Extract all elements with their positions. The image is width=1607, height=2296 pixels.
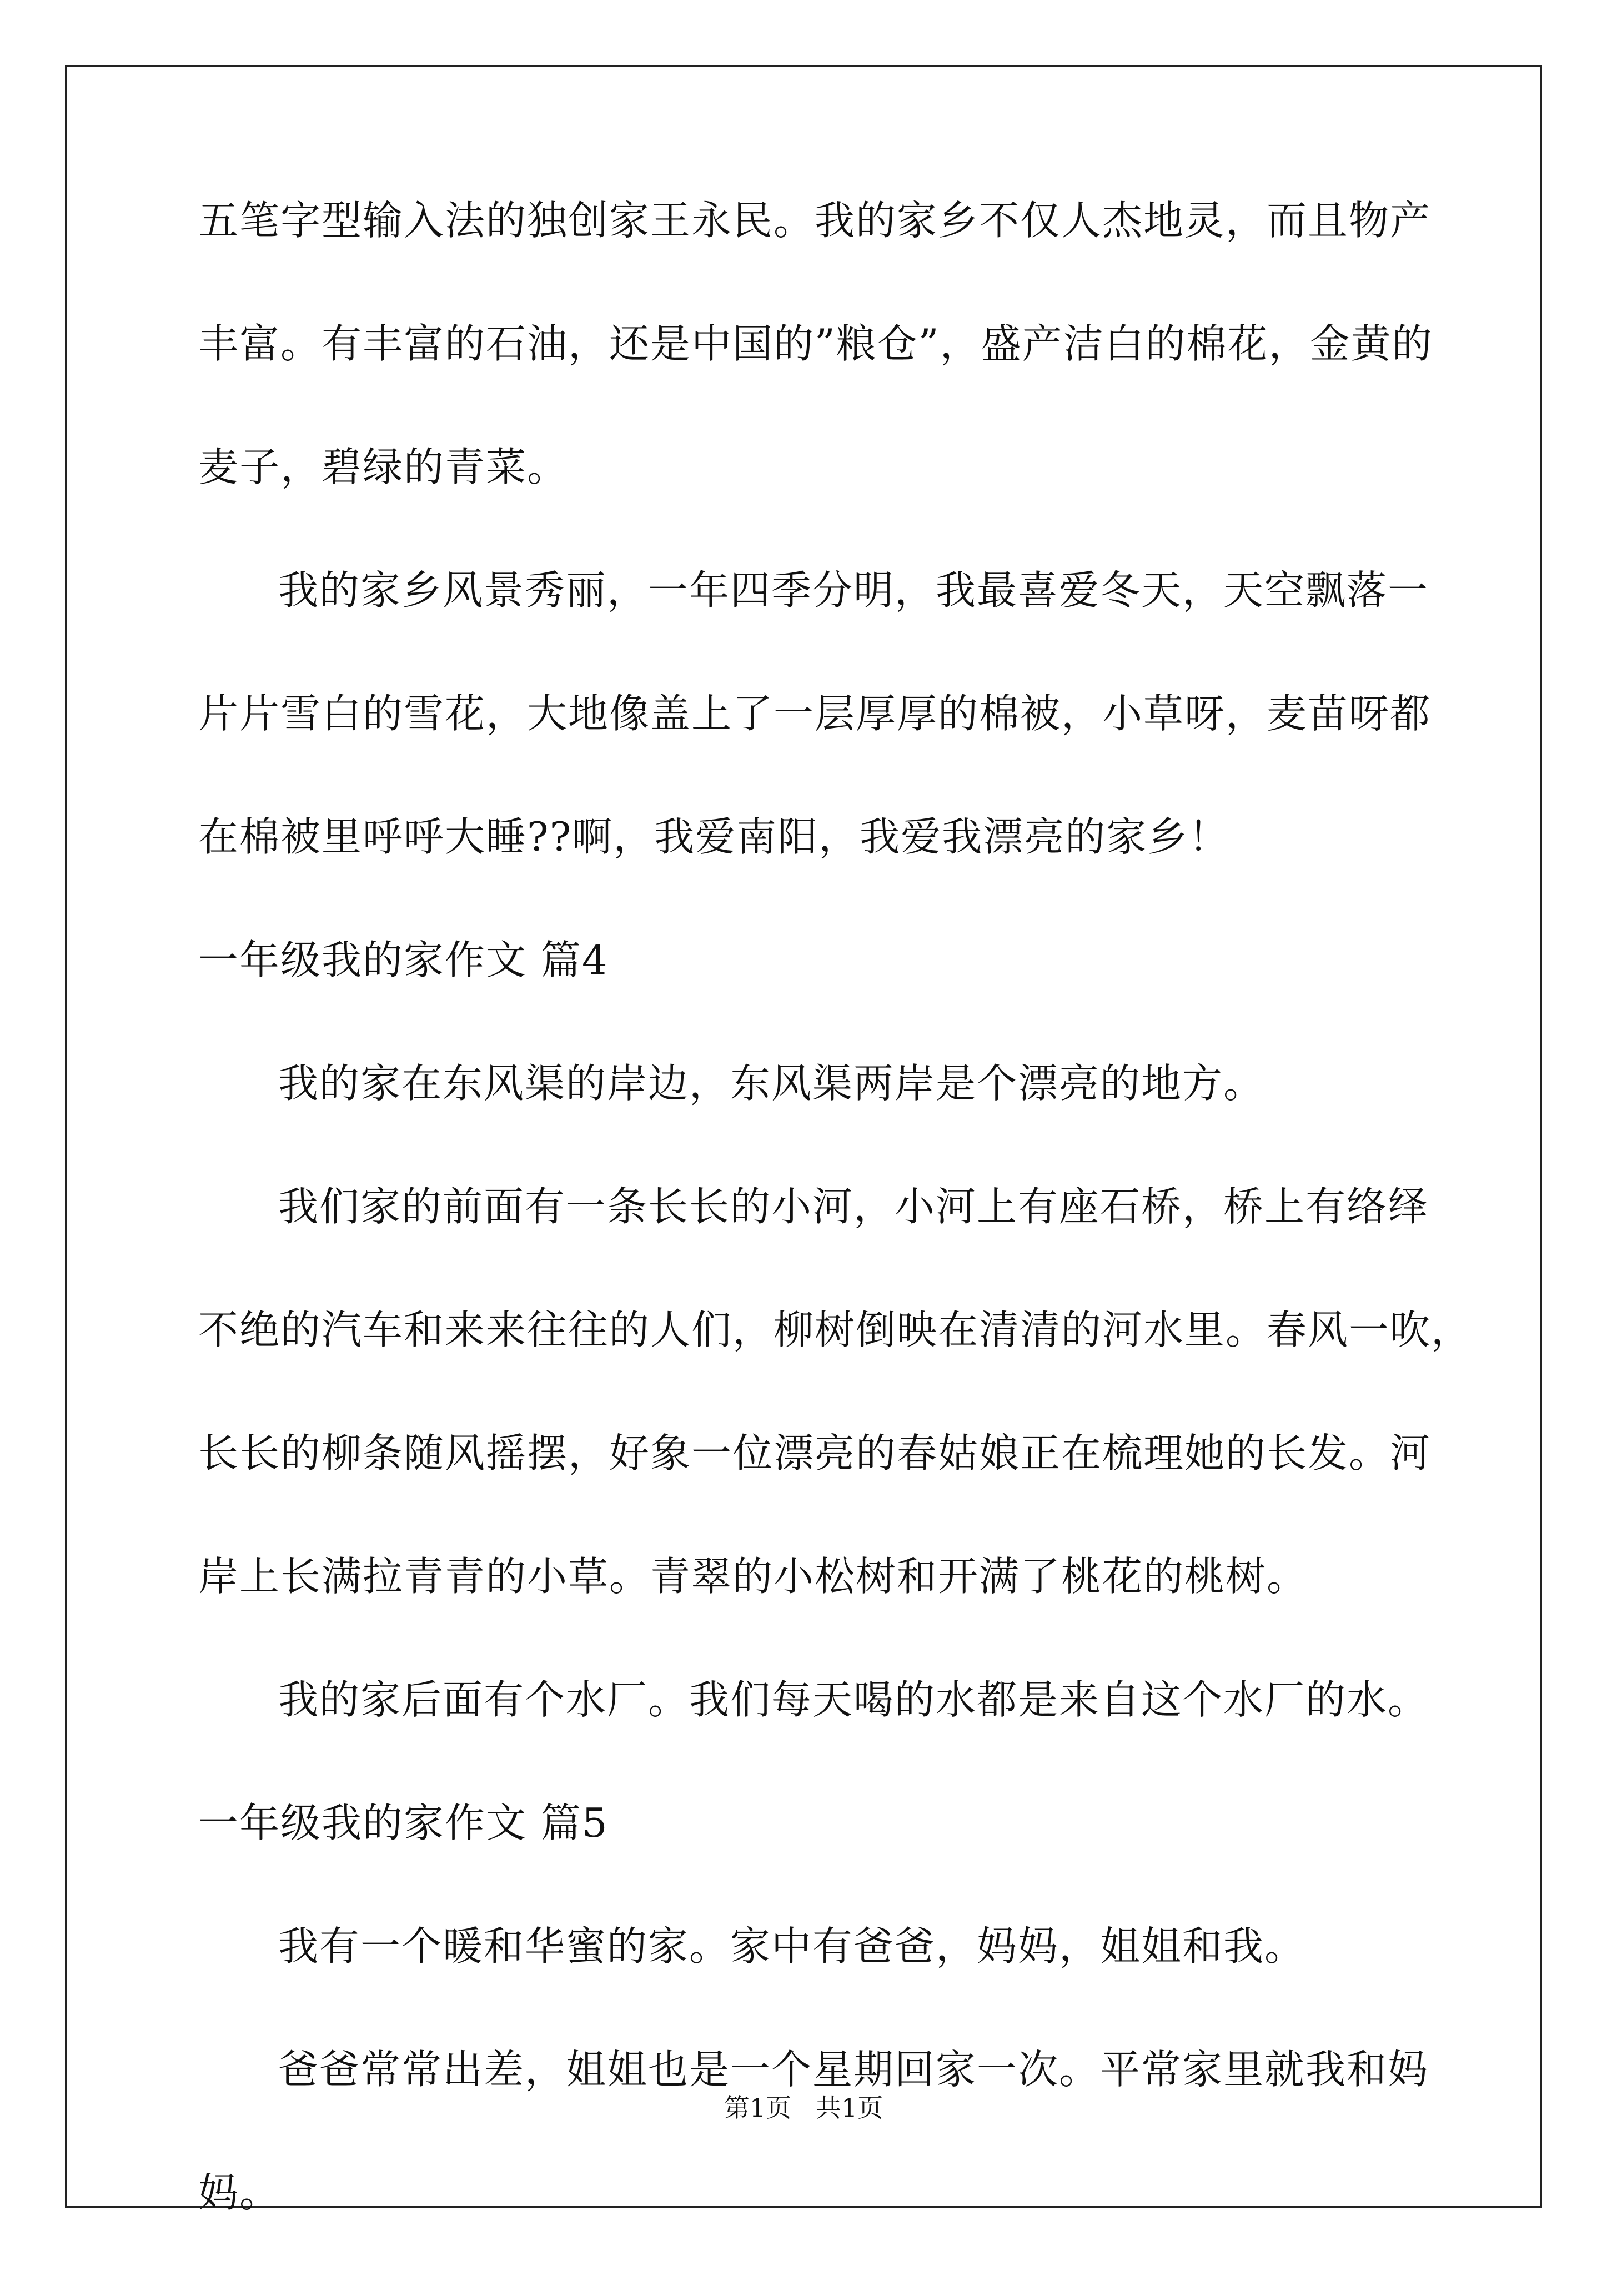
paragraph-line: 五笔字型输入法的独创家王永民。我的家乡不仅人杰地灵，而且物产: [198, 197, 1432, 244]
paragraph-line: 我的家在东风渠的岸边，东风渠两岸是个漂亮的地方。: [278, 1060, 1265, 1107]
paragraph-line: 我有一个暖和华蜜的家。家中有爸爸，妈妈，姐姐和我。: [278, 1923, 1306, 1970]
paragraph-line: 岸上长满拉青青的小草。青翠的小松树和开满了桃花的桃树。: [198, 1553, 1308, 1600]
paragraph-line: 妈。: [198, 2169, 281, 2216]
paragraph-line: 长长的柳条随风摇摆，好象一位漂亮的春姑娘正在梳理她的长发。河: [198, 1430, 1432, 1476]
paragraph-line: 我的家后面有个水厂。我们每天喝的水都是来自这个水厂的水。: [278, 1676, 1429, 1723]
paragraph-line: 丰富。有丰富的石油，还是中国的”粮仓”，盛产洁白的棉花，金黄的: [198, 320, 1433, 367]
paragraph-line: 不绝的汽车和来来往往的人们，柳树倒映在清清的河水里。春风一吹，: [198, 1307, 1473, 1353]
paragraph-line: 麦子，碧绿的青菜。: [198, 444, 569, 490]
page-footer: 第1页 共1页: [724, 2093, 883, 2123]
paragraph-line: 我的家乡风景秀丽，一年四季分明，我最喜爱冬天，天空飘落一: [278, 567, 1429, 614]
section-heading: 一年级我的家作文 篇5: [198, 1800, 609, 1846]
paragraph-line: 片片雪白的雪花，大地像盖上了一层厚厚的棉被，小草呀，麦苗呀都: [198, 690, 1432, 737]
paragraph-line: 爸爸常常出差，姐姐也是一个星期回家一次。平常家里就我和妈: [278, 2046, 1429, 2093]
section-heading: 一年级我的家作文 篇4: [198, 937, 609, 983]
paragraph-line: 在棉被里呼呼大睡??啊，我爱南阳，我爱我漂亮的家乡！: [198, 813, 1230, 860]
document-body: [198, 197, 1473, 2296]
paragraph-line: 我们家的前面有一条长长的小河，小河上有座石桥，桥上有络绎: [278, 1183, 1429, 1230]
